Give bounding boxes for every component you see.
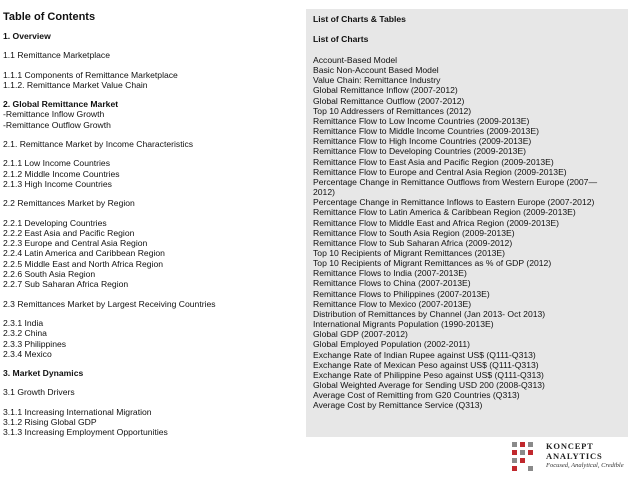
toc-item: 2.1.3 High Income Countries: [3, 178, 112, 189]
chart-list-item: Global GDP (2007-2012): [313, 329, 408, 340]
koncept-analytics-logo: [508, 438, 636, 478]
chart-list-item: International Migrants Population (1990-2013E): [313, 319, 494, 330]
toc-item: -Remittance Inflow Growth: [3, 109, 105, 120]
chart-list-item: Distribution of Remittances by Channel (Jan 2013- Oct 2013): [313, 308, 546, 319]
chart-list-item: Global Remittance Inflow (2007-2012): [313, 85, 458, 96]
toc-item: 2.3.3 Philippines: [3, 338, 67, 349]
toc-item: 2.1.2 Middle Income Countries: [3, 168, 120, 179]
toc-item: -Remittance Outflow Growth: [3, 119, 111, 130]
chart-list-item: Exchange Rate of Mexican Peso against US$ (Q111-Q313): [313, 359, 539, 370]
chart-list-item: Exchange Rate of Indian Rupee against US$ (Q111-Q313): [313, 349, 536, 360]
charts-tables-panel: [306, 9, 628, 437]
toc-spacer: [3, 189, 301, 198]
chart-list-item: Remittance Flow to Europe and Central Asia Region (2009-2013E): [313, 166, 567, 177]
chart-list-item: Remittance Flow to Middle East and Africa Region (2009-2013E): [313, 217, 560, 228]
charts-panel-title: List of Charts & Tables: [313, 14, 406, 24]
toc-spacer: [3, 61, 301, 70]
toc-spacer: [3, 130, 301, 139]
toc-item: 3.1.1 Increasing International Migration: [3, 406, 152, 417]
toc-spacer: [3, 209, 301, 218]
logo-name-line2: ANALYTICS: [546, 451, 603, 461]
toc-list: [3, 31, 301, 438]
toc-item: 2.1. Remittance Market by Income Characteristics: [3, 139, 194, 150]
toc-spacer: [3, 398, 301, 407]
chart-list-item: Global Employed Population (2002-2011): [313, 339, 471, 350]
chart-list-item: Remittance Flow to High Income Countries (2009-2013E): [313, 136, 532, 147]
chart-list-item: Remittance Flows to China (2007-2013E): [313, 278, 471, 289]
toc-spacer: [3, 90, 301, 99]
toc-spacer: [3, 290, 301, 299]
chart-list-item: Percentage Change in Remittance Inflows to Eastern Europe (2007-2012): [313, 197, 595, 208]
toc-item: 1.1 Remittance Marketplace: [3, 50, 110, 61]
toc-spacer: [3, 359, 301, 368]
toc-spacer: [3, 309, 301, 318]
chart-list-item: Average Cost by Remittance Service (Q313): [313, 400, 483, 411]
toc-item: 2.3.4 Mexico: [3, 348, 52, 359]
chart-list-item: Remittance Flow to Latin America & Caribbean Region (2009-2013E): [313, 207, 576, 218]
table-of-contents: [3, 11, 301, 438]
toc-item: 1.1.2. Remittance Market Value Chain: [3, 79, 148, 90]
toc-spacer: [3, 41, 301, 50]
toc-title: Table of Contents: [3, 11, 96, 23]
toc-item: 2.2 Remittances Market by Region: [3, 198, 135, 209]
toc-section-heading: 2. Global Remittance Market: [3, 99, 119, 110]
logo-name: [546, 441, 603, 461]
toc-section-heading: 1. Overview: [3, 31, 51, 41]
toc-item: 2.2.5 Middle East and North Africa Region: [3, 258, 164, 269]
logo-tagline: Focused, Analytical, Credible: [546, 462, 624, 469]
toc-item: 1.1.1 Components of Remittance Marketplace: [3, 69, 178, 80]
chart-list-item: Remittance Flows to Philippines (2007-2013E): [313, 288, 490, 299]
chart-list-item: Percentage Change in Remittance Outflows from Western Europe (2007—: [313, 176, 598, 187]
toc-item: 2.2.1 Developing Countries: [3, 217, 107, 228]
chart-list-item: Remittance Flow to Mexico (2007-2013E): [313, 298, 472, 309]
chart-list-item: Top 10 Addressers of Remittances (2012): [313, 105, 472, 116]
toc-item: 2.2.2 East Asia and Pacific Region: [3, 227, 135, 238]
chart-list-item: Remittance Flow to South Asia Region (2009-2013E): [313, 227, 515, 238]
toc-item: 2.3 Remittances Market by Largest Receiving Countries: [3, 298, 216, 309]
toc-item: 2.2.4 Latin America and Caribbean Region: [3, 248, 165, 259]
toc-item: 3.1.2 Rising Global GDP: [3, 417, 97, 428]
toc-item: 3.1.3 Increasing Employment Opportunities: [3, 427, 168, 438]
chart-list-item: Remittance Flow to Developing Countries (2009-2013E): [313, 146, 527, 157]
toc-item: 2.3.2 China: [3, 328, 47, 339]
toc-spacer: [3, 149, 301, 158]
chart-list-item: Top 10 Recipients of Migrant Remittances as % of GDP (2012): [313, 258, 552, 269]
chart-list-item: Top 10 Recipients of Migrant Remittances (2013E): [313, 247, 506, 258]
chart-list-item: Value Chain: Remittance Industry: [313, 75, 441, 86]
chart-list-item: Average Cost of Remitting from G20 Countries (Q313): [313, 390, 520, 401]
charts-list-subtitle: List of Charts: [313, 34, 369, 44]
toc-item: 2.2.3 Europe and Central Asia Region: [3, 238, 148, 249]
chart-list-item: Global Remittance Outflow (2007-2012): [313, 95, 465, 106]
toc-section-heading: 3. Market Dynamics: [3, 368, 84, 379]
chart-list-item: 2012): [313, 187, 335, 198]
chart-list-item: Exchange Rate of Philippine Peso against US$ (Q111-Q313): [313, 369, 544, 380]
charts-list: [313, 55, 597, 410]
toc-spacer: [3, 378, 301, 387]
chart-list-item: Account-Based Model: [313, 55, 398, 65]
chart-list-item: Remittance Flow to East Asia and Pacific Region (2009-2013E): [313, 156, 554, 167]
chart-list-item: Global Weighted Average for Sending USD 200 (2008-Q313): [313, 380, 545, 390]
chart-list-item: Remittance Flows to India (2007-2013E): [313, 268, 467, 279]
toc-item: 2.2.6 South Asia Region: [3, 269, 96, 280]
koncept-logo-icon: [512, 440, 540, 474]
toc-item: 2.3.1 India: [3, 317, 44, 328]
toc-item: 2.2.7 Sub Saharan Africa Region: [3, 279, 129, 290]
chart-list-item: Remittance Flow to Middle Income Countries (2009-2013E): [313, 126, 539, 137]
chart-list-item: Remittance Flow to Sub Saharan Africa (2009-2012): [313, 237, 513, 248]
logo-name-line1: KONCEPT: [546, 441, 594, 451]
toc-item: 2.1.1 Low Income Countries: [3, 158, 111, 169]
chart-list-item: Remittance Flow to Low Income Countries (2009-2013E): [313, 115, 530, 126]
chart-list-item: Basic Non-Account Based Model: [313, 65, 439, 76]
toc-item: 3.1 Growth Drivers: [3, 387, 75, 398]
